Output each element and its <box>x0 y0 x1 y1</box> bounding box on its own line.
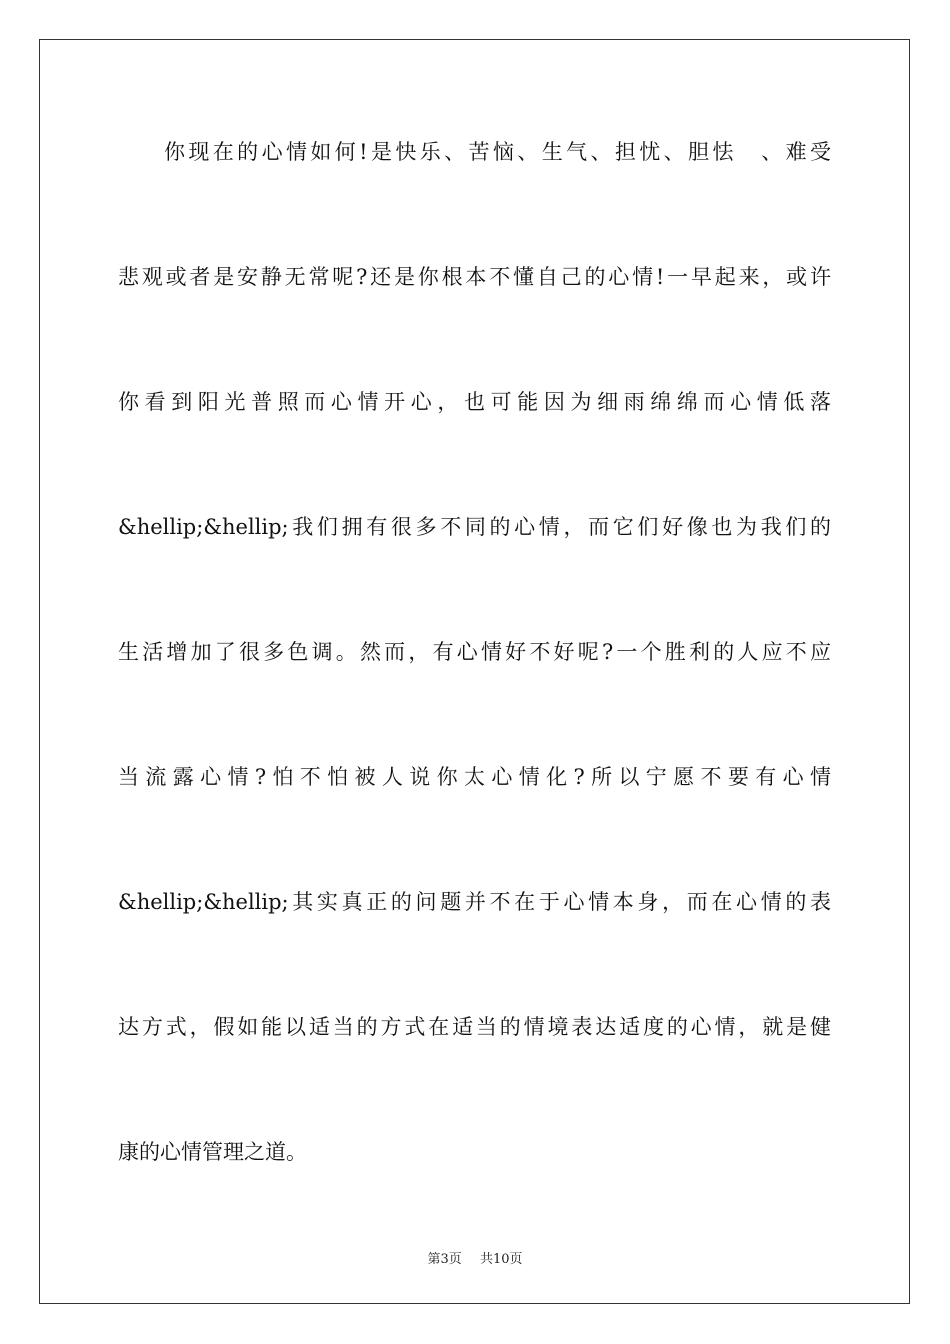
body-text <box>118 127 831 1252</box>
page-number: 第3页 <box>427 1252 462 1267</box>
text-line: 你现在的心情如何!是快乐、苦恼、生气、担忧、胆怯 、难受 <box>164 140 831 164</box>
text-line: 达方式，假如能以适当的方式在适当的情境表达适度的心情，就是健 <box>118 1015 831 1039</box>
page-footer <box>0 1248 950 1267</box>
text-line-last: 康的心情管理之道。 <box>118 1140 307 1164</box>
text-line: 生活增加了很多色调。然而，有心情好不好呢?一个胜利的人应不应 <box>118 640 831 664</box>
text-line: &hellip;&hellip;我们拥有很多不同的心情，而它们好像也为我们的 <box>118 515 831 539</box>
text-line: &hellip;&hellip;其实真正的问题并不在于心情本身，而在心情的表 <box>118 890 831 914</box>
text-line: 当流露心情?怕不怕被人说你太心情化?所以宁愿不要有心情 <box>118 765 831 789</box>
page-total: 共10页 <box>479 1252 523 1267</box>
text-line: 悲观或者是安静无常呢?还是你根本不懂自己的心情!一早起来，或许 <box>118 265 831 289</box>
text-line: 你看到阳光普照而心情开心，也可能因为细雨绵绵而心情低落 <box>118 390 831 414</box>
